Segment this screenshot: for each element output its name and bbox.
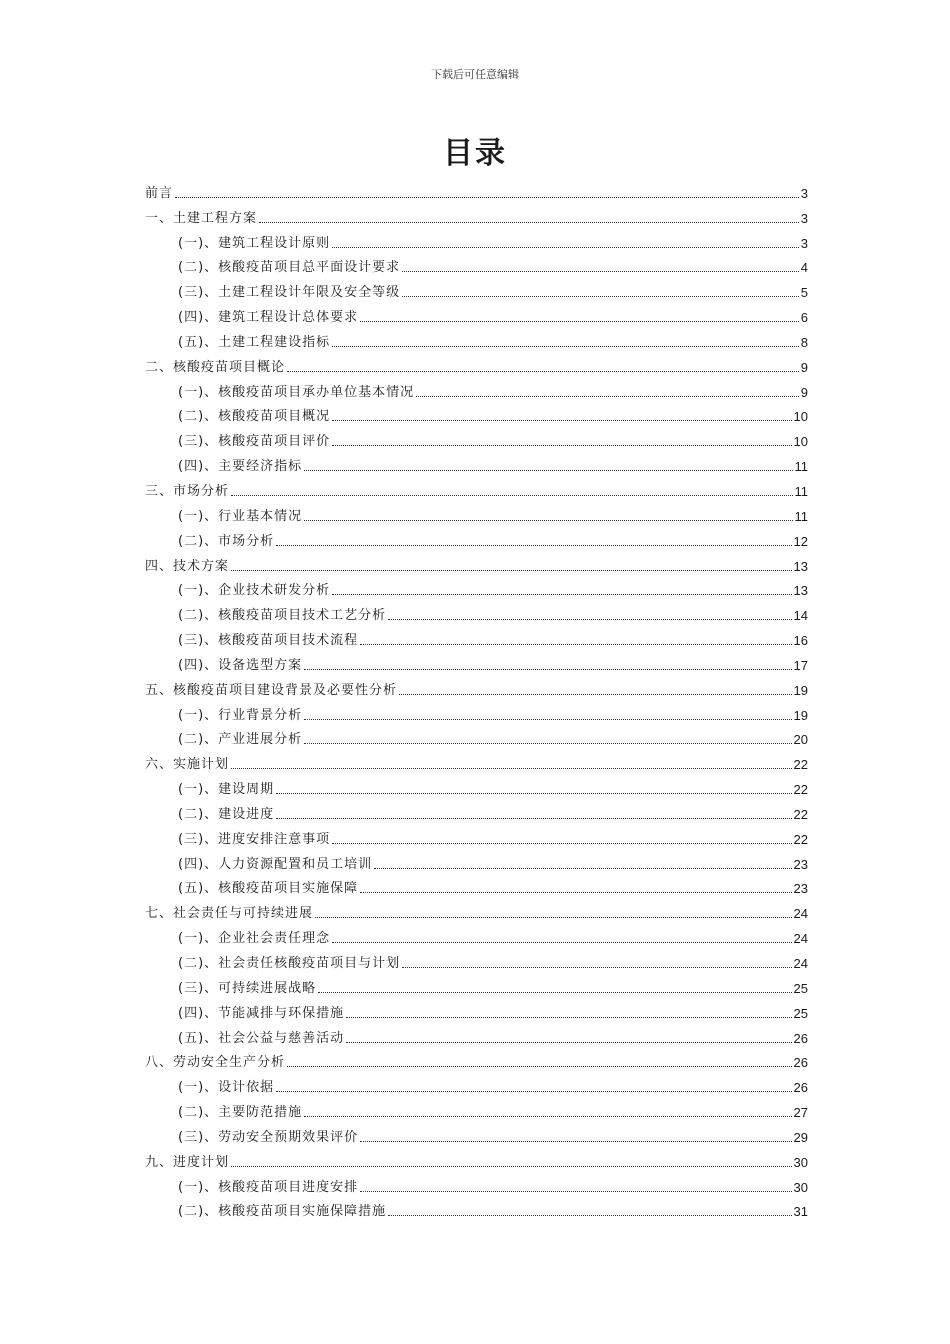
- toc-dot-leader: [402, 271, 799, 272]
- toc-entry[interactable]: [145, 871, 808, 896]
- toc-page-number: 24: [793, 956, 808, 971]
- toc-dot-leader: [332, 247, 799, 248]
- toc-entry-title: (三)、核酸疫苗项目评价: [178, 434, 331, 450]
- toc-page-number: 3: [800, 235, 808, 251]
- toc-page-number: 26: [793, 1055, 808, 1071]
- toc-page-number: 10: [793, 409, 808, 425]
- toc-page-number: 27: [793, 1105, 808, 1121]
- toc-dot-leader: [346, 1042, 791, 1043]
- toc-dot-leader: [276, 793, 791, 794]
- toc-dot-leader: [304, 520, 792, 521]
- toc-entry-title: (三)、劳动安全预期效果评价: [178, 1129, 359, 1145]
- toc-page-number: 24: [793, 906, 808, 922]
- toc-page-number: 4: [800, 260, 808, 276]
- toc-page-number: 25: [793, 1005, 808, 1021]
- toc-entry-title: (一)、行业基本情况: [178, 508, 303, 524]
- toc-dot-leader: [399, 694, 792, 695]
- toc-entry[interactable]: [145, 622, 808, 647]
- toc-entry[interactable]: [145, 796, 808, 821]
- toc-entry[interactable]: [145, 1069, 808, 1094]
- toc-entry[interactable]: [145, 473, 808, 498]
- toc-dot-leader: [360, 321, 799, 322]
- toc-page-number: 11: [794, 459, 808, 475]
- toc-page-number: 23: [793, 881, 808, 897]
- toc-entry[interactable]: [145, 821, 808, 846]
- toc-page-number: 8: [800, 334, 808, 350]
- toc-entry-title: 三、市场分析: [145, 483, 230, 499]
- toc-entry-title: (五)、社会公益与慈善活动: [178, 1030, 345, 1046]
- toc-entry[interactable]: [145, 299, 808, 324]
- toc-entry[interactable]: [145, 1169, 808, 1194]
- toc-page-number: 9: [800, 359, 808, 375]
- toc-entry-title: (四)、主要经济指标: [178, 459, 303, 475]
- toc-entry-title: 二、核酸疫苗项目概论: [145, 359, 286, 375]
- toc-entry-title: (一)、企业社会责任理念: [178, 931, 331, 947]
- toc-entry[interactable]: [145, 1094, 808, 1119]
- toc-entry-title: (四)、人力资源配置和员工培训: [178, 856, 373, 872]
- toc-entry[interactable]: [145, 995, 808, 1020]
- toc-entry-title: (一)、行业背景分析: [178, 707, 303, 723]
- toc-page-number: 23: [793, 856, 808, 872]
- toc-entry-title: (二)、产业进展分析: [178, 732, 303, 748]
- toc-entry[interactable]: [145, 548, 808, 573]
- toc-entry[interactable]: [145, 274, 808, 299]
- page-title: 目录: [443, 136, 507, 171]
- toc-dot-leader: [304, 1116, 791, 1117]
- toc-dot-leader: [315, 917, 792, 918]
- toc-dot-leader: [287, 371, 799, 372]
- toc-dot-leader: [360, 644, 791, 645]
- toc-dot-leader: [360, 1141, 791, 1142]
- toc-entry-title: (三)、进度安排注意事项: [178, 831, 331, 847]
- toc-page-number: 26: [793, 1030, 808, 1046]
- toc-page-number: 6: [800, 310, 808, 326]
- toc-page-number: 12: [793, 533, 808, 549]
- toc-page-number: 24: [793, 931, 808, 947]
- toc-entry[interactable]: [145, 771, 808, 796]
- toc-entry[interactable]: [145, 349, 808, 374]
- toc-entry-title: (二)、核酸疫苗项目实施保障措施: [178, 1204, 387, 1220]
- toc-entry[interactable]: [145, 1020, 808, 1045]
- toc-page-number: 19: [793, 707, 808, 723]
- toc-entry-title: (四)、建筑工程设计总体要求: [178, 310, 359, 326]
- toc-dot-leader: [402, 967, 791, 968]
- toc-dot-leader: [332, 843, 791, 844]
- toc-entry[interactable]: [145, 1194, 808, 1219]
- toc-page-number: 10: [793, 434, 808, 450]
- toc-dot-leader: [402, 296, 799, 297]
- toc-page-number: 20: [793, 732, 808, 748]
- toc-entry[interactable]: [145, 697, 808, 722]
- toc-page-number: 17: [793, 657, 808, 673]
- toc-page-number: 11: [794, 508, 808, 524]
- toc-page-number: 22: [793, 757, 808, 773]
- toc-entry-title: 八、劳动安全生产分析: [145, 1055, 286, 1071]
- toc-dot-leader: [304, 470, 792, 471]
- toc-dot-leader: [332, 420, 791, 421]
- toc-entry[interactable]: [145, 175, 808, 200]
- toc-page-number: 22: [793, 782, 808, 798]
- toc-dot-leader: [374, 868, 791, 869]
- toc-entry[interactable]: [145, 1144, 808, 1169]
- toc-entry[interactable]: [145, 647, 808, 672]
- toc-entry-title: (一)、核酸疫苗项目承办单位基本情况: [178, 384, 415, 400]
- toc-dot-leader: [231, 570, 792, 571]
- toc-entry-title: (二)、核酸疫苗项目总平面设计要求: [178, 260, 401, 276]
- toc-dot-leader: [231, 495, 792, 496]
- toc-entry[interactable]: [145, 722, 808, 747]
- toc-dot-leader: [276, 818, 791, 819]
- toc-entry-title: (四)、设备选型方案: [178, 657, 303, 673]
- toc-entry-title: (一)、建筑工程设计原则: [178, 235, 331, 251]
- toc-entry[interactable]: [145, 597, 808, 622]
- toc-page-number: 22: [793, 831, 808, 847]
- toc-entry-title: 前言: [145, 185, 174, 201]
- toc-entry[interactable]: [145, 399, 808, 424]
- toc-page-number: 29: [793, 1129, 808, 1145]
- toc-entry[interactable]: [145, 846, 808, 871]
- table-of-contents: [145, 175, 808, 1218]
- toc-entry[interactable]: [145, 1119, 808, 1144]
- toc-entry-title: (五)、核酸疫苗项目实施保障: [178, 881, 359, 897]
- toc-dot-leader: [332, 445, 791, 446]
- toc-entry-title: (四)、节能减排与环保措施: [178, 1005, 345, 1021]
- toc-page-number: 13: [793, 558, 808, 574]
- toc-page-number: 30: [793, 1154, 808, 1170]
- header-note: 下载后可任意编辑: [431, 68, 519, 81]
- toc-entry[interactable]: [145, 1045, 808, 1070]
- toc-entry-title: (二)、核酸疫苗项目概况: [178, 409, 331, 425]
- toc-dot-leader: [346, 1017, 791, 1018]
- toc-entry-title: (二)、建设进度: [178, 806, 275, 822]
- toc-entry-title: 五、核酸疫苗项目建设背景及必要性分析: [145, 682, 398, 698]
- toc-page-number: 30: [793, 1179, 808, 1195]
- toc-page-number: 3: [800, 210, 808, 226]
- toc-entry[interactable]: [145, 920, 808, 945]
- toc-page-number: 19: [793, 682, 808, 698]
- toc-dot-leader: [332, 942, 791, 943]
- toc-entry-title: 九、进度计划: [145, 1154, 230, 1170]
- toc-entry[interactable]: [145, 200, 808, 225]
- toc-dot-leader: [287, 1066, 792, 1067]
- toc-dot-leader: [276, 1091, 791, 1092]
- toc-entry-title: 一、土建工程方案: [145, 210, 258, 226]
- toc-dot-leader: [304, 669, 791, 670]
- toc-page-number: 14: [793, 608, 808, 624]
- toc-page-number: 13: [793, 583, 808, 599]
- toc-entry[interactable]: [145, 523, 808, 548]
- toc-entry-title: (五)、土建工程建设指标: [178, 334, 331, 350]
- toc-dot-leader: [416, 396, 799, 397]
- toc-entry[interactable]: [145, 374, 808, 399]
- toc-entry[interactable]: [145, 498, 808, 523]
- toc-entry-title: (二)、市场分析: [178, 533, 275, 549]
- toc-page-number: 5: [800, 285, 808, 301]
- toc-page-number: 22: [793, 806, 808, 822]
- toc-dot-leader: [332, 594, 791, 595]
- toc-entry-title: (二)、核酸疫苗项目技术工艺分析: [178, 608, 387, 624]
- toc-page-number: 11: [794, 483, 808, 499]
- toc-entry-title: (三)、核酸疫苗项目技术流程: [178, 633, 359, 649]
- toc-dot-leader: [360, 892, 791, 893]
- toc-entry[interactable]: [145, 573, 808, 598]
- toc-dot-leader: [276, 545, 791, 546]
- toc-page-number: 16: [793, 633, 808, 649]
- toc-entry[interactable]: [145, 945, 808, 970]
- toc-page-number: 9: [800, 384, 808, 400]
- toc-entry[interactable]: [145, 448, 808, 473]
- toc-page-number: 3: [800, 185, 808, 201]
- toc-entry-title: (一)、设计依据: [178, 1080, 275, 1096]
- toc-entry[interactable]: [145, 746, 808, 771]
- toc-entry-title: 六、实施计划: [145, 757, 230, 773]
- toc-entry[interactable]: [145, 970, 808, 995]
- toc-dot-leader: [388, 619, 791, 620]
- toc-entry-title: (一)、核酸疫苗项目进度安排: [178, 1179, 359, 1195]
- toc-dot-leader: [304, 743, 791, 744]
- toc-dot-leader: [259, 222, 799, 223]
- toc-dot-leader: [388, 1215, 791, 1216]
- toc-dot-leader: [231, 768, 792, 769]
- toc-entry-title: (一)、建设周期: [178, 782, 275, 798]
- toc-entry[interactable]: [145, 895, 808, 920]
- toc-entry-title: (二)、社会责任核酸疫苗项目与计划: [178, 956, 401, 971]
- toc-entry[interactable]: [145, 225, 808, 250]
- toc-dot-leader: [175, 197, 799, 198]
- toc-dot-leader: [360, 1191, 791, 1192]
- toc-entry[interactable]: [145, 324, 808, 349]
- toc-dot-leader: [231, 1166, 792, 1167]
- toc-entry-title: 七、社会责任与可持续进展: [145, 906, 314, 922]
- toc-page-number: 31: [793, 1204, 808, 1220]
- toc-page-number: 25: [793, 980, 808, 996]
- toc-dot-leader: [332, 346, 799, 347]
- toc-entry[interactable]: [145, 423, 808, 448]
- toc-entry[interactable]: [145, 250, 808, 275]
- toc-entry-title: (三)、可持续进展战略: [178, 980, 317, 996]
- toc-entry[interactable]: [145, 672, 808, 697]
- toc-entry-title: 四、技术方案: [145, 558, 230, 574]
- toc-entry-title: (三)、土建工程设计年限及安全等级: [178, 285, 401, 301]
- toc-page-number: 26: [793, 1080, 808, 1096]
- toc-entry-title: (一)、企业技术研发分析: [178, 583, 331, 599]
- toc-dot-leader: [304, 719, 791, 720]
- toc-dot-leader: [318, 992, 791, 993]
- toc-entry-title: (二)、主要防范措施: [178, 1105, 303, 1121]
